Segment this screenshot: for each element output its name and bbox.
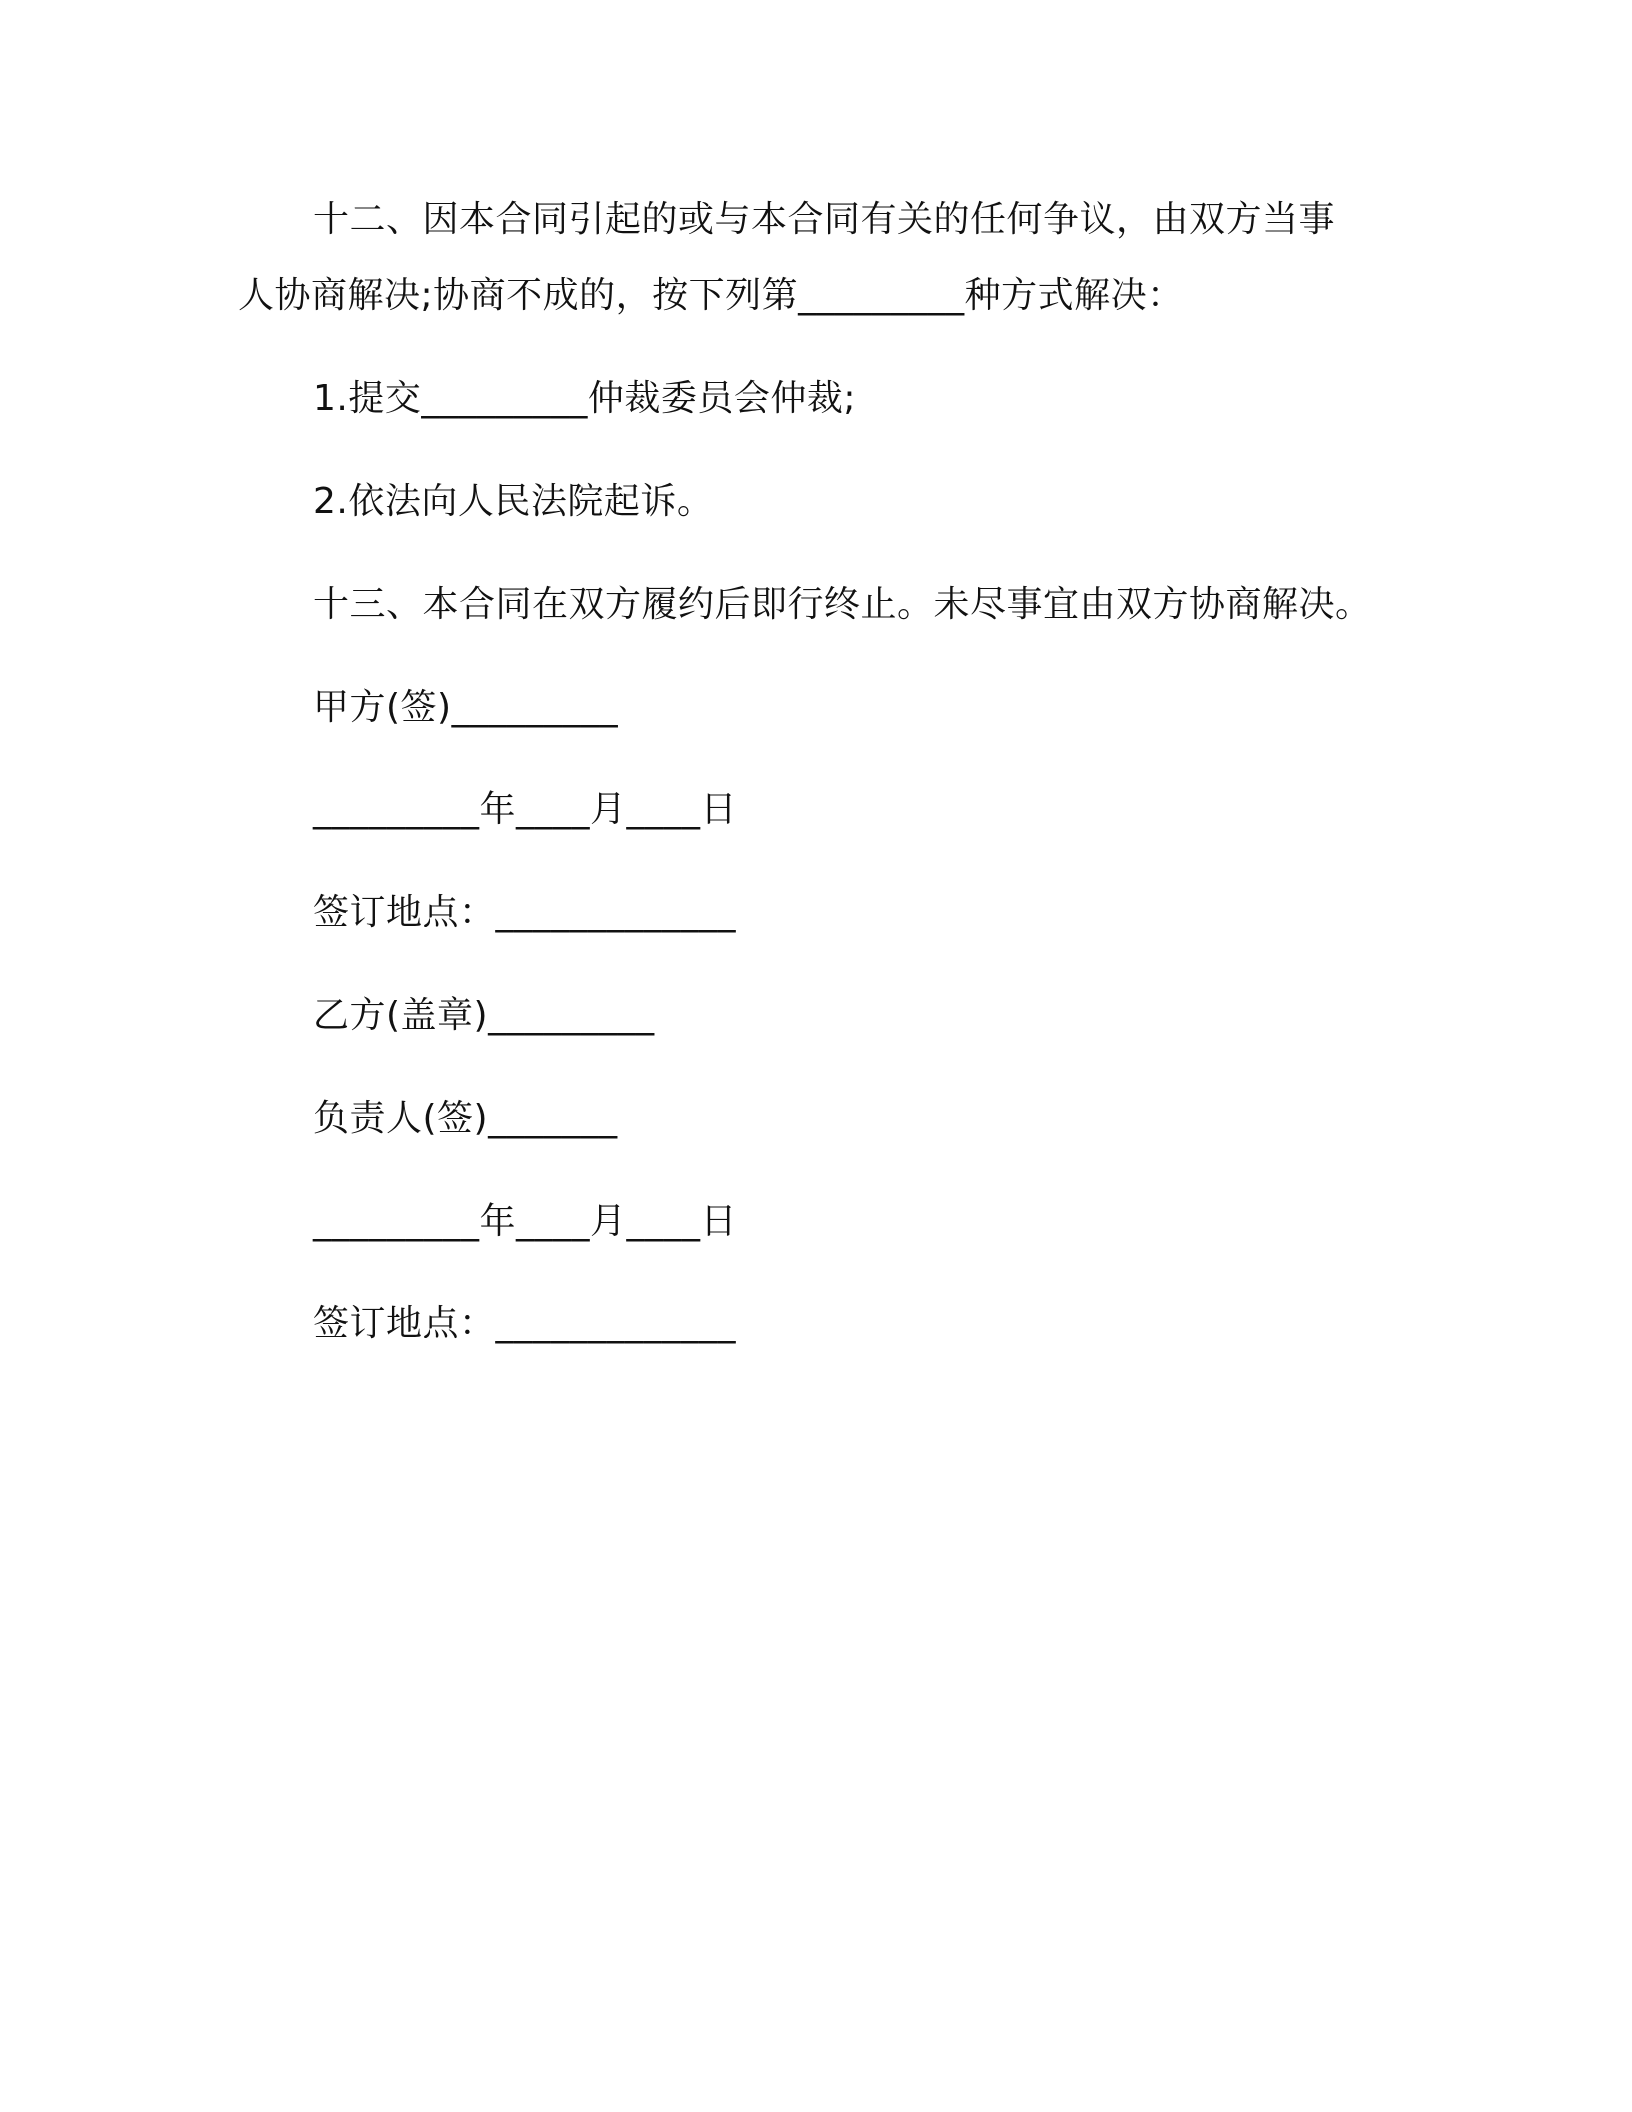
clause-13: 十三、本合同在双方履约后即行终止。未尽事宜由双方协商解决。	[313, 584, 1372, 625]
party-a-signing-place: 签订地点：_____________	[313, 892, 737, 933]
party-b-date: _________年____月____日	[313, 1201, 737, 1242]
party-a-date: _________年____月____日	[313, 789, 737, 830]
party-b-signing-place: 签订地点：_____________	[313, 1303, 737, 1344]
clause-12-line-1: 十二、因本合同引起的或与本合同有关的任何争议，由双方当事	[313, 199, 1336, 240]
party-a-signature: 甲方(签)_________	[313, 687, 619, 728]
dispute-option-1: 1.提交_________仲裁委员会仲裁;	[313, 378, 856, 419]
dispute-option-2: 2.依法向人民法院起诉。	[313, 481, 714, 522]
party-b-seal: 乙方(盖章)_________	[313, 995, 655, 1036]
clause-12-line-2: 人协商解决;协商不成的，按下列第_________种方式解决：	[238, 275, 1184, 316]
party-b-responsible-signature: 负责人(签)_______	[313, 1098, 618, 1139]
